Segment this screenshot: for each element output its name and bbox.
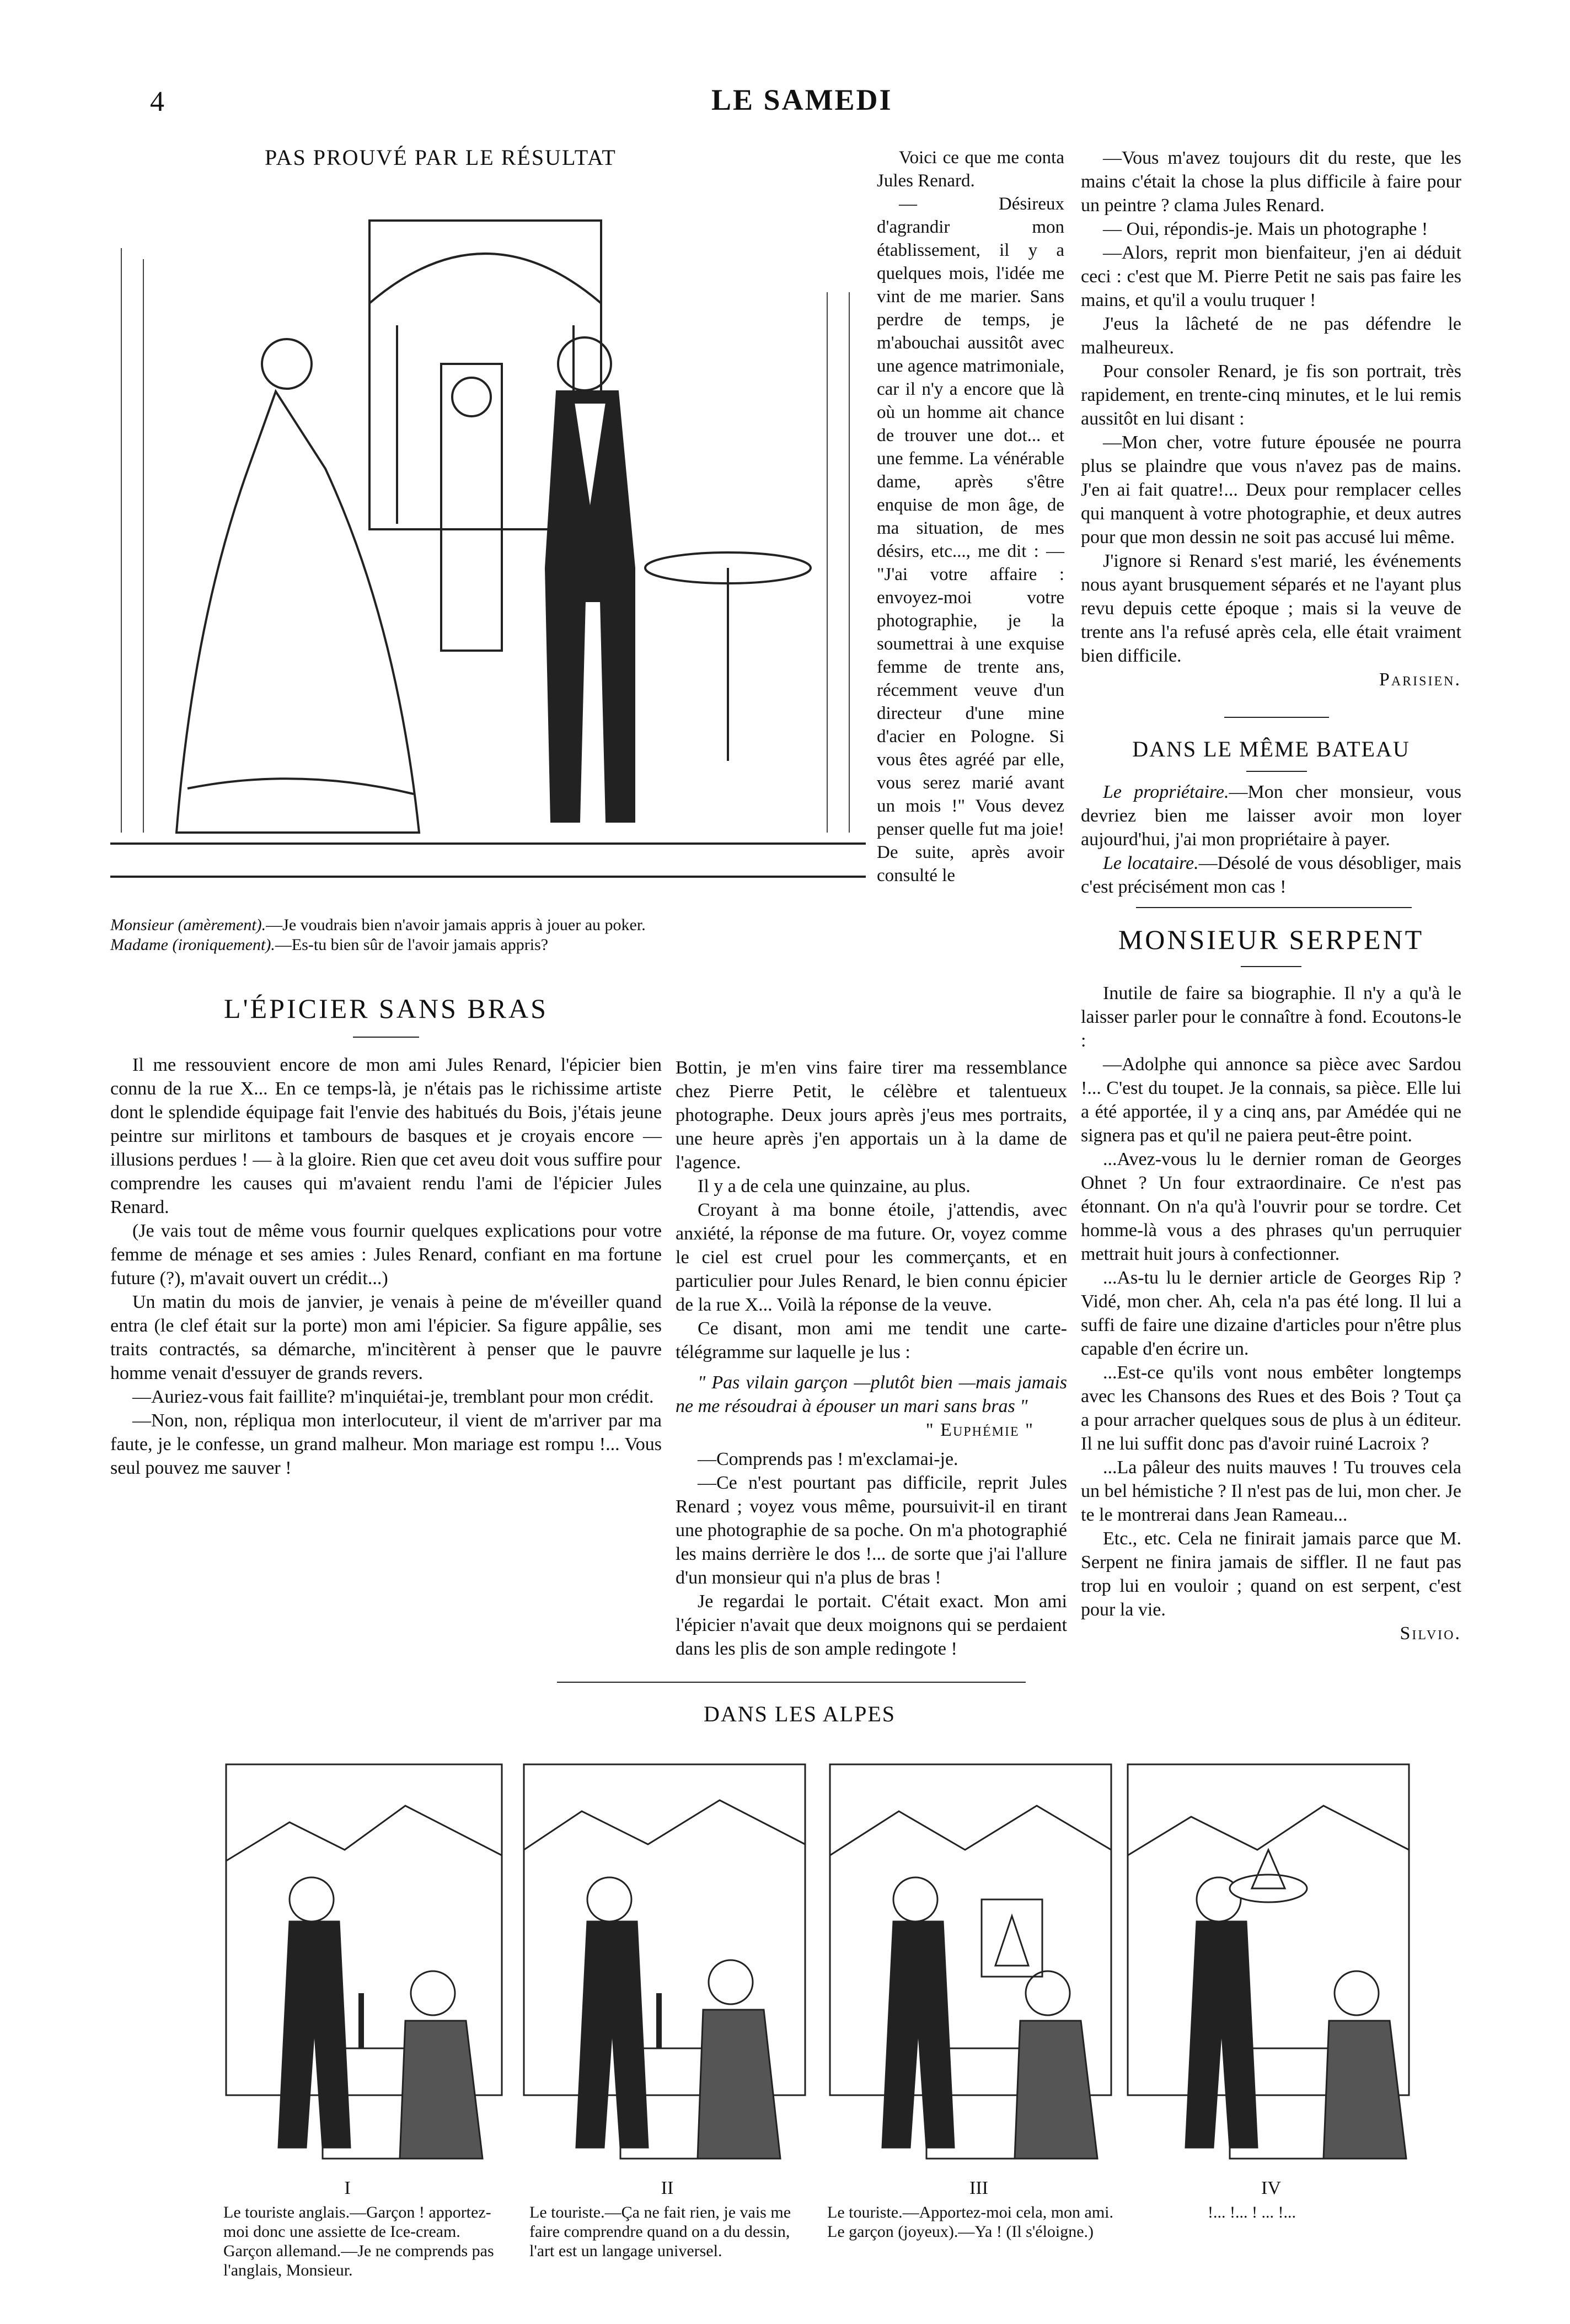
serpent-p6: ...La pâleur des nuits mauves ! Tu trouves cela un bel hémistiche ? Il n'est pas de lui, mon cher. Je te le montrerai dans Jean Rameau... [1081, 1457, 1461, 1525]
bateau-top-rule [1224, 717, 1329, 718]
serpent-text [1081, 981, 1461, 1645]
caption-speaker-monsieur: Monsieur (amèrement). [110, 916, 266, 934]
epicier-column-2-lower [676, 1056, 1067, 1661]
bateau-title: DANS LE MÊME BATEAU [1132, 737, 1410, 761]
illustration-title: PAS PROUVÉ PAR LE RÉSULTAT [265, 145, 617, 170]
epicier-c2-p3: Bottin, je m'en vins faire tirer ma ressemblance chez Pierre Petit, le célèbre et talentueux photographe. Deux jours après j'eus mes portraits, une heure après j'en apportais un à la dame de l'agence. [676, 1058, 1067, 1173]
epicier-c1-p2: (Je vais tout de même vous fournir quelques explications pour votre femme de ménage et ses amies : Jules Renard, confiant en ma fortune future (?), m'avait ouvert un crédit...) [110, 1221, 662, 1289]
alpes-panel-4 [1125, 1762, 1412, 2170]
epicier-c3-p6: —Mon cher, votre future épousée ne pourra plus se plaindre que vous n'avez pas de mains. J'en ai fait quatre!... Deux pour remplacer celles qui manquent à votre photographie, et deux autres pour que mon dessin ne soit pas accusé lui même. [1081, 432, 1461, 548]
salon-illustration [110, 182, 866, 910]
serpent-p5: ...Est-ce qu'ils vont nous embêter longtemps avec les Chansons des Rues et des Bois ? Tout ça a pour arracher quelques sous de plus à un éditeur. Il ne lui suffit donc pas d'avoir ruiné Lacroix ? [1081, 1362, 1461, 1454]
alpes-panel-1 [223, 1762, 505, 2170]
bateau-title-rule [1246, 771, 1307, 772]
epicier-signature: Parisien. [1379, 669, 1461, 690]
bateau-line-2: —Désolé de vous désobliger, mais c'est précisément mon cas ! [1081, 853, 1461, 897]
caption-text-madame: —Es-tu bien sûr de l'avoir jamais appris? [275, 936, 549, 954]
epicier-c2-p5: Croyant à ma bonne étoile, j'attendis, avec anxiété, la réponse de ma future. Or, voyez comme le ciel est cruel pour les commerçants, et en particulier pour Jules Renard, le bien connu épicier de la rue X... Voilà la réponse de la veuve. [676, 1200, 1067, 1315]
serpent-p1: Inutile de faire sa biographie. Il n'y a qu'à le laisser parler pour le connaître à fond. Ecoutons-le : [1081, 983, 1461, 1051]
epicier-column-2-top [877, 146, 1064, 887]
epicier-c3-p2: — Oui, répondis-je. Mais un photographe ! [1103, 219, 1428, 239]
epicier-c3-p7: J'ignore si Renard s'est marié, les événements nous ayant brusquement séparés et ne l'ayant plus revu depuis cette époque ; mais si la veuve de trente ans l'a refusé après cela, elle était vraiment bien difficile. [1081, 551, 1461, 666]
alpes-title: DANS LES ALPES [703, 1702, 896, 1726]
telegram-text: " Pas vilain garçon —plutôt bien —mais jamais ne me résoudrai à épouser un mari sans bras " [676, 1372, 1067, 1416]
epicier-c2-p7: —Comprends pas ! m'exclamai-je. [698, 1449, 958, 1469]
serpent-p3: ...Avez-vous lu le dernier roman de Georges Ohnet ? Un four extraordinaire. Ce n'est pas étonnant. On n'a qu'à l'ouvrir pour se tordre. Cet homme-là vous a des phrases qu'un perruquier mettrait huit jours à confectionner. [1081, 1149, 1461, 1264]
epicier-c1-p1: Il me ressouvient encore de mon ami Jules Renard, l'épicier bien connu de la rue X... En ce temps-là, je n'étais pas le richissime artiste dont le splendide équipage fait l'envie des habitués du Bois, j'étais jeune peintre sur mirlitons et tambours de basques et je croyais encore — illusions perdues ! — à la gloire. Rien que cet aveu doit vous suffire pour comprendre les causes qui m'avaient rendu l'ami de l'épicier Jules Renard. [110, 1055, 662, 1217]
panel-3-caption: Le touriste.—Apportez-moi cela, mon ami. Le garçon (joyeux).—Ya ! (Il s'éloigne.) [827, 2203, 1114, 2241]
epicier-c3-p5: Pour consoler Renard, je fis son portrait, très rapidement, en trente-cinq minutes, et le lui remis aussitôt en lui disant : [1081, 361, 1461, 429]
serpent-title-rule [1241, 966, 1301, 967]
epicier-c2-p9: Je regardai le portait. C'était exact. Mon ami l'épicier n'avait que deux moignons qui se perdaient dans les plis de son ample redingote ! [676, 1591, 1067, 1659]
bateau-dialogue [1081, 780, 1461, 899]
epicier-c2-p8: —Ce n'est pourtant pas difficile, reprit Jules Renard ; voyez vous même, poursuivit-il en tirant une photographie de sa poche. On m'a photographié les mains derrière le dos !... de sorte que j'ai l'allure d'un monsieur qui n'a plus de bras ! [676, 1473, 1067, 1588]
panel-1-numeral: I [344, 2178, 351, 2198]
epicier-c3-p4: J'eus la lâcheté de ne pas défendre le malheureux. [1081, 314, 1461, 358]
panel-4-numeral: IV [1261, 2178, 1281, 2198]
caption-speaker-madame: Madame (ironiquement). [110, 936, 275, 954]
epicier-c2-p6: Ce disant, mon ami me tendit une carte-télégramme sur laquelle je lus : [676, 1318, 1067, 1362]
panel-2-numeral: II [661, 2178, 674, 2198]
panel-2-caption: Le touriste.—Ça ne fait rien, je vais me faire comprendre quand on a du dessin, l'art est un langage universel. [529, 2203, 791, 2260]
epicier-title: L'ÉPICIER SANS BRAS [224, 993, 548, 1024]
telegram-signature: " Euphémie " [925, 1420, 1034, 1440]
epicier-c3-p3: —Alors, reprit mon bienfaiteur, j'en ai déduit ceci : c'est que M. Pierre Petit ne sais pas faire les mains, et qu'il a voulu truquer ! [1081, 243, 1461, 310]
bateau-speaker-locataire: Le locataire. [1103, 853, 1199, 873]
alpes-panel-3 [827, 1762, 1114, 2170]
newspaper-title: LE SAMEDI [711, 83, 893, 116]
panel-4-caption: !... !... ! ... !... [1208, 2203, 1296, 2221]
epicier-c1-p5: —Non, non, répliqua mon interlocuteur, il vient de m'arriver par ma faute, je le confesse, un grand malheur. Mon mariage est rompu !... Vous seul pouvez me sauver ! [110, 1410, 662, 1478]
page-number: 4 [150, 86, 164, 117]
alpes-panel-2 [521, 1762, 808, 2170]
epicier-title-rule [353, 1037, 419, 1038]
bateau-line-1: —Mon cher monsieur, vous devriez bien me laisser avoir mon loyer aujourd'hui, j'ai mon propriétaire à payer. [1081, 782, 1461, 850]
serpent-signature: Silvio. [1400, 1623, 1461, 1644]
serpent-title: MONSIEUR SERPENT [1118, 924, 1424, 955]
illustration-caption [110, 915, 866, 955]
epicier-column-1 [110, 1053, 662, 1480]
epicier-c1-p3: Un matin du mois de janvier, je venais à peine de m'éveiller quand entra (le clef était sur la porte) mon ami l'épicier. Sa figure appâlie, ses traits contractés, sa démarche, m'incitèrent à penser que le pauvre homme venait d'essuyer de grands revers. [110, 1292, 662, 1383]
serpent-top-rule [1136, 907, 1412, 908]
serpent-p4: ...As-tu lu le dernier article de Georges Rip ? Vidé, mon cher. Ah, cela n'a pas été long. Il lui a suffi de faire une dizaine d'articles pour n'être plus capable d'en écrire un. [1081, 1268, 1461, 1359]
epicier-column-3 [1081, 146, 1461, 691]
serpent-p2: —Adolphe qui annonce sa pièce avec Sardou !... C'est du toupet. Je la connais, sa pièce. Elle lui a été apportée, il y a cinq ans, par Amédée qui ne signera pas et qu'il ne paiera peut-être point. [1081, 1054, 1461, 1146]
epicier-c2-p2: — Désireux d'agrandir mon établissement, il y a quelques mois, l'idée me vint de me marier. Sans perdre de temps, je m'abouchai aussitôt avec une agence matrimoniale, car il n'y a encore que là où un homme ait chance de trouver une dot... et une femme. La vénérable dame, après s'être enquise de mon âge, de ma situation, de mes désirs, etc..., me dit : — "J'ai votre affaire : envoyez-moi votre photographie, je la soumettrai à une exquise femme de trente ans, récemment veuve d'un directeur d'une mine d'acier en Pologne. Si vous êtes agréé par elle, vous serez marié avant un mois !" Vous devez penser quelle fut ma joie! De suite, après avoir consulté le [877, 194, 1064, 885]
serpent-p7: Etc., etc. Cela ne finirait jamais parce que M. Serpent ne finira jamais de siffler. Il ne faut pas trop lui en vouloir ; quand on est serpent, c'est pour la vie. [1081, 1528, 1461, 1620]
epicier-c3-p1: —Vous m'avez toujours dit du reste, que les mains c'était la chose la plus difficile à faire pour un peintre ? clama Jules Renard. [1081, 148, 1461, 216]
epicier-c2-p4: Il y a de cela une quinzaine, au plus. [698, 1176, 971, 1196]
panel-1-caption: Le touriste anglais.—Garçon ! apportez-moi donc une assiette de Ice-cream. Garçon allemand.—Je ne comprends pas l'anglais, Monsieur. [223, 2203, 494, 2279]
epicier-c2-p1: Voici ce que me conta Jules Renard. [877, 148, 1064, 191]
panel-3-numeral: III [969, 2178, 988, 2198]
caption-text-monsieur: —Je voudrais bien n'avoir jamais appris à jouer au poker. [266, 916, 646, 934]
alpes-top-rule [557, 1682, 1026, 1683]
bateau-speaker-proprietaire: Le propriétaire. [1103, 782, 1229, 802]
epicier-c1-p4: —Auriez-vous fait faillite? m'inquiétai-je, tremblant pour mon crédit. [132, 1387, 654, 1407]
